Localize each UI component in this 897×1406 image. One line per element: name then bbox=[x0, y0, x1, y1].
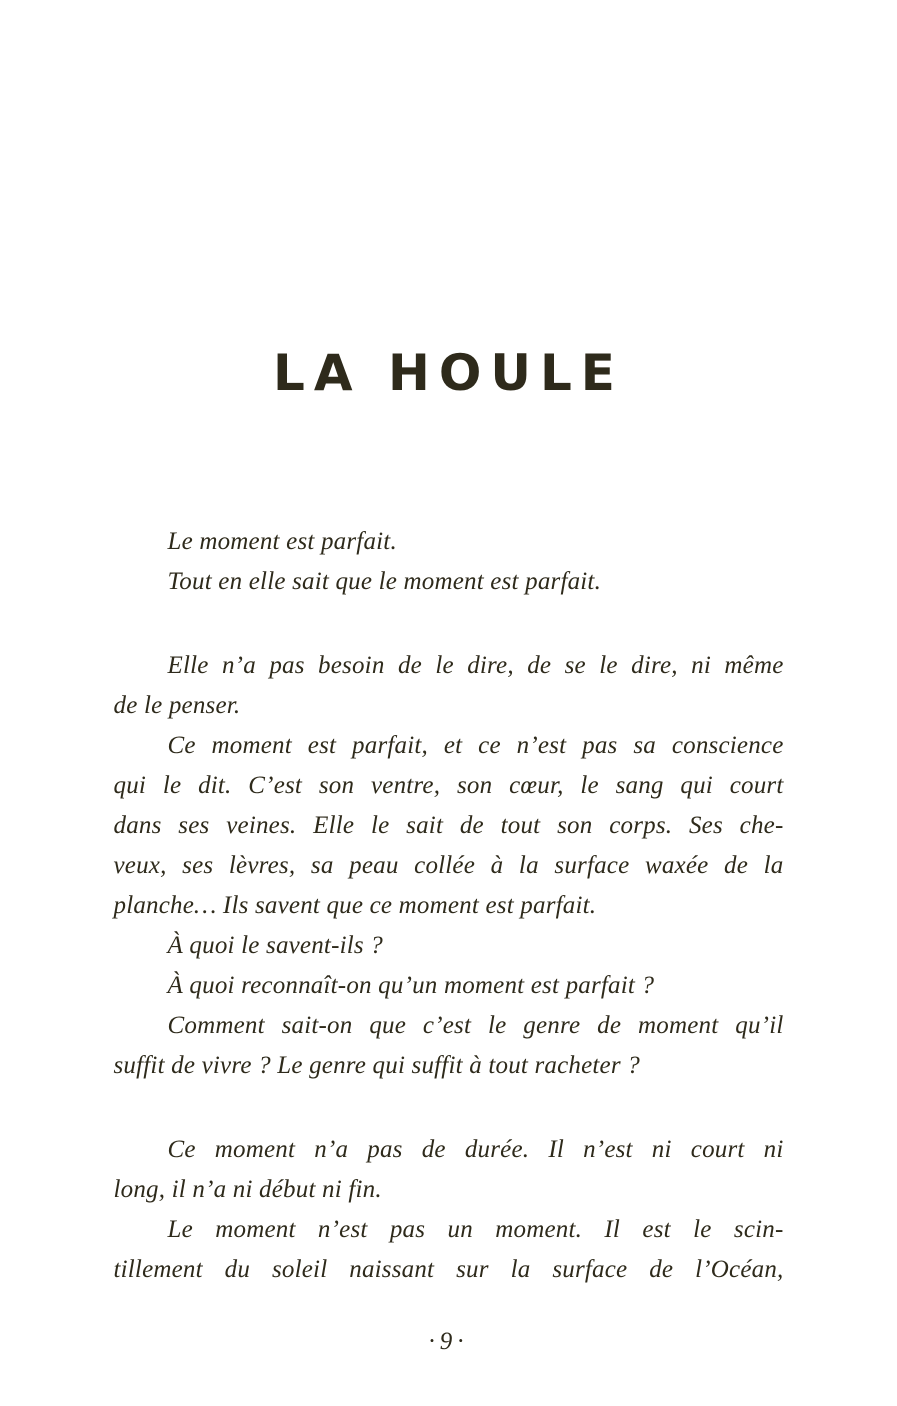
text-line: Le moment n’est pas un moment. Il est le scin- bbox=[167, 1216, 784, 1243]
text-line: qui le dit. C’est son ventre, son cœur, le sang qui court bbox=[113, 772, 784, 799]
text-line: Comment sait-on que c’est le genre de moment qu’il bbox=[167, 1012, 784, 1039]
paragraph bbox=[114, 1130, 784, 1210]
text-line: Ce moment n’a pas de durée. Il n’est ni court ni bbox=[167, 1136, 784, 1163]
paragraph bbox=[114, 562, 784, 602]
page-number: ·9· bbox=[428, 1328, 469, 1355]
text-line: Le moment est parfait. bbox=[167, 528, 397, 555]
text-line: À quoi reconnaît-on qu’un moment est parfait ? bbox=[167, 972, 655, 999]
paragraph-gap bbox=[114, 602, 784, 646]
text-line: long, il n’a ni début ni fin. bbox=[113, 1176, 382, 1203]
text-line: À quoi le savent-ils ? bbox=[167, 932, 383, 959]
paragraph bbox=[114, 926, 784, 966]
text-line: planche… Ils savent que ce moment est parfait. bbox=[113, 892, 597, 919]
text-line: veux, ses lèvres, sa peau collée à la surface waxée de la bbox=[113, 852, 784, 879]
text-block bbox=[114, 522, 784, 1290]
chapter-title: LA HOULE bbox=[273, 344, 624, 402]
paragraph bbox=[114, 522, 784, 562]
paragraph bbox=[114, 646, 784, 726]
paragraph bbox=[114, 1006, 784, 1086]
text-line: dans ses veines. Elle le sait de tout son corps. Ses che- bbox=[113, 812, 784, 839]
text-line: de le penser. bbox=[113, 692, 241, 719]
text-line: Elle n’a pas besoin de le dire, de se le dire, ni même bbox=[167, 652, 784, 679]
text-line: tillement du soleil naissant sur la surface de l’Océan, bbox=[113, 1256, 784, 1283]
text-line: Tout en elle sait que le moment est parfait. bbox=[167, 568, 602, 595]
text-line: suffit de vivre ? Le genre qui suffit à tout racheter ? bbox=[113, 1052, 640, 1079]
paragraph bbox=[114, 966, 784, 1006]
paragraph-gap bbox=[114, 1086, 784, 1130]
paragraph bbox=[114, 726, 784, 926]
text-line: Ce moment est parfait, et ce n’est pas sa conscience bbox=[167, 732, 784, 759]
paragraph bbox=[114, 1210, 784, 1290]
